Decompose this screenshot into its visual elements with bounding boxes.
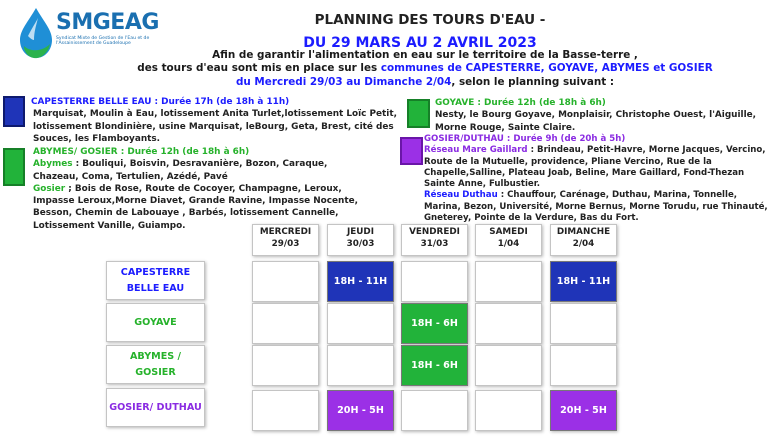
abymes-localities: Abymes : Bouliqui, Boisvin, Desravanière, Bozon, Caraque, Chazeau, Coma, Tertulien, Azédé, Pavé [33, 159, 328, 182]
gosier-duthau-heading: GOSIER/DUTHAU : Durée 9h (de 20h à 5h) [424, 134, 626, 144]
cell-capesterre-jeudi: 18H - 11H [327, 261, 394, 302]
logo-subtitle: Syndicat Mixte de Gestion de l'Eau et de l'Assainissement de Guadeloupe [56, 36, 150, 47]
cell-capesterre-dimanche: 18H - 11H [550, 261, 617, 302]
mare-gaillard-localities: Réseau Mare Gaillard : Brindeau, Petit-Havre, Morne Jacques, Vercino, Route de la Mutuelle, providence, Pliane Vercino, Rue de la Chapelle,Salline, Plateau Joab, Beline, Mare Gaillard, Fond-Thezan Sainte Anne, Fulbustier. [424, 145, 766, 190]
goyave-info [435, 97, 780, 134]
abymes-gosier-info [33, 146, 363, 232]
day-header-mercredi: MERCREDI 29/03 [252, 224, 319, 256]
cell-capesterre-samedi [475, 261, 542, 302]
cell-goyave-dimanche [550, 303, 617, 344]
logo-name: SMGEAG [56, 10, 159, 35]
cell-abymes-samedi [475, 345, 542, 386]
gosier-duthau-color-square [400, 137, 423, 165]
cell-abymes-dimanche [550, 345, 617, 386]
water-drop-icon [14, 6, 56, 62]
day-header-dimanche: DIMANCHE 2/04 [550, 224, 617, 256]
cell-capesterre-mercredi [252, 261, 319, 302]
cell-gosier-duthau-dimanche: 20H - 5H [550, 390, 617, 431]
row-label-goyave: GOYAVE [106, 303, 205, 342]
intro-line-2: des tours d'eau sont mis en place sur les communes de CAPESTERRE, GOYAVE, ABYMES et GOSIER [137, 62, 713, 75]
page-dates: DU 29 MARS AU 2 AVRIL 2023 [303, 35, 537, 51]
capesterre-heading: CAPESTERRE BELLE EAU : Durée 17h (de 18h à 11h) [31, 97, 290, 107]
day-header-jeudi: JEUDI 30/03 [327, 224, 394, 256]
intro-line-1: Afin de garantir l'alimentation en eau sur le territoire de la Basse-terre , [212, 49, 638, 61]
cell-capesterre-vendredi [401, 261, 468, 302]
cell-goyave-samedi [475, 303, 542, 344]
abymes-gosier-heading: ABYMES/ GOSIER : Durée 12h (de 18h à 6h) [33, 147, 250, 157]
capesterre-localities: Marquisat, Moulin à Eau, lotissement Anita Turlet,lotissement Loïc Petit, lotissement Blondinière, usine Marquisat, leBourg, Geta, Brest, cité des Souces, les Flamboyants. [33, 109, 397, 144]
gosier-localities: Gosier ; Bois de Rose, Route de Cocoyer, Champagne, Leroux, Impasse Leroux,Morne Diavet, Grande Ravine, Impasse Nocente, Besson, Chemin de Labouaye , Barbés, lotissement Cannelle, Lotissement Vanille, Guiampo. [33, 183, 358, 231]
row-label-abymes-gosier: ABYMES / GOSIER [106, 345, 205, 384]
cell-goyave-mercredi [252, 303, 319, 344]
goyave-localities: Nesty, le Bourg Goyave, Monplaisir, Christophe Ouest, l'Aiguille, Morne Rouge, Sainte Claire. [435, 110, 757, 133]
cell-goyave-vendredi: 18H - 6H [401, 303, 468, 344]
intro-line-3: du Mercredi 29/03 au Dimanche 2/04, selon le planning suivant : [235, 75, 615, 88]
duthau-localities: Réseau Duthau : Chauffour, Carénage, Duthau, Marina, Tonnelle, Marina, Bezon, Université, Morne Bernus, Morne Torudu, rue Thinauté, Gneterey, Pointe de la Verdure, Bas du Fort. [424, 190, 768, 224]
cell-abymes-vendredi: 18H - 6H [401, 345, 468, 386]
row-label-capesterre: CAPESTERRE BELLE EAU [106, 261, 205, 300]
goyave-color-square [407, 99, 430, 128]
goyave-heading: GOYAVE : Durée 12h (de 18h à 6h) [435, 98, 606, 108]
day-header-vendredi: VENDREDI 31/03 [401, 224, 468, 256]
row-label-gosier-duthau: GOSIER/ DUTHAU [106, 388, 205, 427]
page-title: PLANNING DES TOURS D'EAU - [314, 12, 546, 28]
capesterre-info [31, 96, 403, 145]
gosier-duthau-info [424, 134, 776, 224]
abymes-color-square [3, 148, 25, 186]
intro-text [130, 49, 720, 89]
cell-gosier-duthau-vendredi [401, 390, 468, 431]
day-header-samedi: SAMEDI 1/04 [475, 224, 542, 256]
cell-gosier-duthau-jeudi: 20H - 5H [327, 390, 394, 431]
cell-abymes-mercredi [252, 345, 319, 386]
cell-gosier-duthau-mercredi [252, 390, 319, 431]
cell-abymes-jeudi [327, 345, 394, 386]
capesterre-color-square [3, 96, 25, 127]
cell-goyave-jeudi [327, 303, 394, 344]
cell-gosier-duthau-samedi [475, 390, 542, 431]
